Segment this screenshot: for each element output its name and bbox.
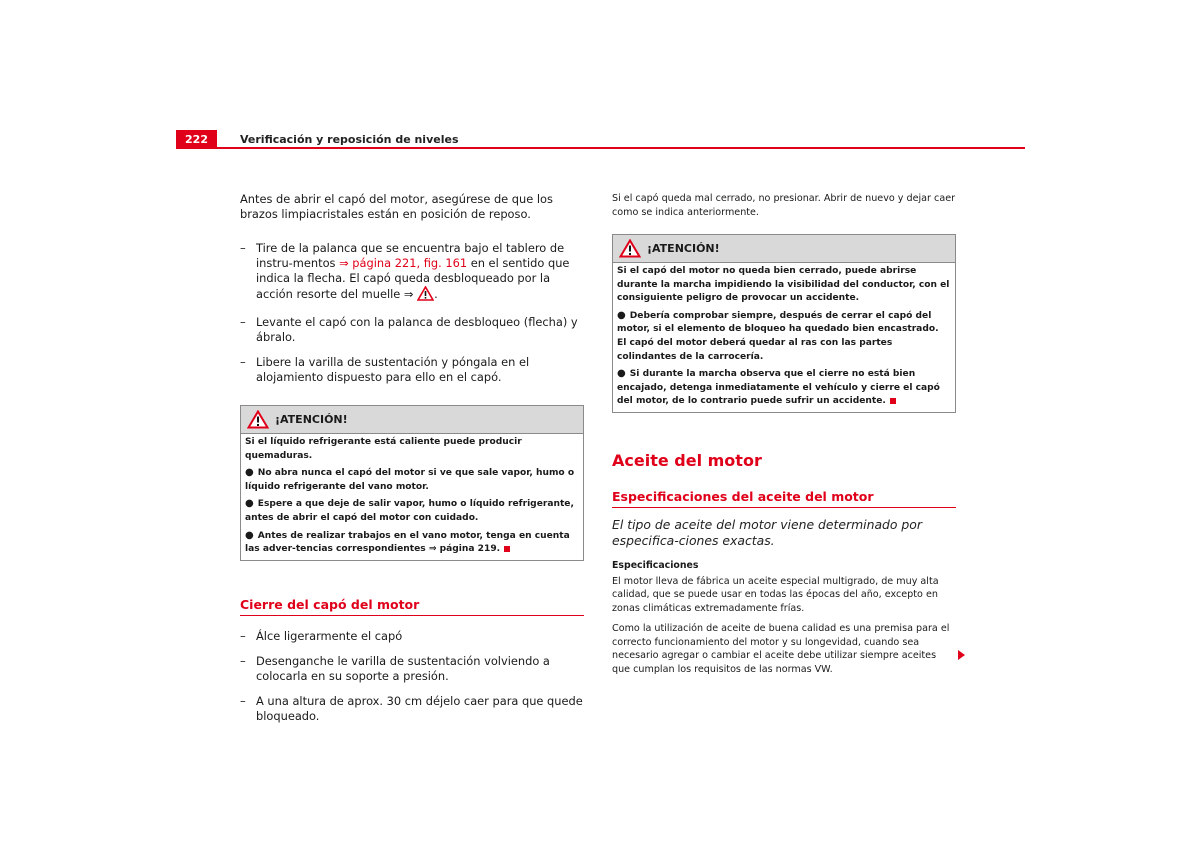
warning-bullet xyxy=(245,497,579,525)
warning-bullet xyxy=(617,309,951,364)
close-step xyxy=(240,694,584,724)
close-step-text: Álce ligerarmente el capó xyxy=(256,628,403,643)
warning-lead: Si el líquido refrigerante está caliente puede producir quemaduras. xyxy=(245,437,522,461)
warning-bullet xyxy=(245,466,579,494)
chapter-heading-engine-oil: Aceite del motor xyxy=(612,450,762,470)
step-dash: – xyxy=(240,355,246,369)
header-rule xyxy=(217,147,1025,149)
end-marker-icon xyxy=(504,546,510,552)
warning-title: ¡ATENCIÓN! xyxy=(275,413,348,426)
step-dash: – xyxy=(240,628,246,643)
step-dash: – xyxy=(240,693,246,708)
right-intro-paragraph: Si el capó queda mal cerrado, no presionar. Abrir de nuevo y dejar caer como se indica anteriormente. xyxy=(612,193,956,218)
warning-box-hood xyxy=(612,234,956,413)
warning-lead: Si el capó del motor no queda bien cerrado, puede abrirse durante la marcha impidiendo la visibilidad del conductor, con el consiguiente peligro de provocar un accidente. xyxy=(617,266,950,304)
specs-paragraph-1: El motor lleva de fábrica un aceite especial multigrado, de muy alta calidad, que se puede usar en todas las épocas del año, excepto en zonas climáticas extremadamente frías. xyxy=(612,575,939,614)
mini-heading-specs: Especificaciones xyxy=(612,559,699,571)
close-step xyxy=(240,629,584,644)
step-dash: – xyxy=(240,653,246,668)
warning-body xyxy=(613,263,955,412)
warning-box-coolant xyxy=(240,405,584,561)
end-marker-icon xyxy=(890,398,896,404)
close-step-text: A una altura de aprox. 30 cm déjelo caer para que quede bloqueado. xyxy=(256,693,583,723)
bullet-dot: ● xyxy=(245,498,254,510)
step1-text-after: en el sentido que indica la flecha. El capó queda desbloqueado por la acción resorte del muelle ⇒ xyxy=(256,256,570,301)
warning-bullet-text: Si durante la marcha observa que el cierre no está bien encajado, detenga inmediatamente el vehículo y cierre el capó del motor, de lo contrario puede sufrir un accidente. xyxy=(617,369,940,407)
bullet-dot: ● xyxy=(617,309,626,321)
step-dash: – xyxy=(240,315,246,329)
warning-header xyxy=(241,406,583,434)
step1-text-end: . xyxy=(434,287,438,301)
warning-header xyxy=(613,235,955,263)
warning-bullet-text: Espere a que deje de salir vapor, humo o líquido refrigerante, antes de abrir el capó del motor con cuidado. xyxy=(245,499,574,523)
step2-text: Levante el capó con la palanca de desbloqueo (flecha) y ábralo. xyxy=(256,315,578,344)
left-intro-paragraph: Antes de abrir el capó del motor, asegúrese de que los brazos limpiacristales están en posición de reposo. xyxy=(240,192,553,221)
close-step-text: Desenganche le varilla de sustentación volviendo a colocarla en su soporte a presión. xyxy=(256,653,550,683)
step-lift-hood xyxy=(240,315,584,345)
section-heading-oil-specs: Especificaciones del aceite del motor xyxy=(612,489,956,508)
running-header-title: Verificación y reposición de niveles xyxy=(240,133,459,146)
specs-paragraph-2: Como la utilización de aceite de buena calidad es una premisa para el correcto funcionamiento del motor y su longevidad, cuando sea necesario agregar o cambiar el aceite debe utilizar siempre aceites que cumplan los requisitos de las normas VW. xyxy=(612,623,950,675)
bullet-dot: ● xyxy=(245,529,254,541)
right-column xyxy=(612,192,956,676)
warning-bullet xyxy=(617,367,951,409)
warning-title: ¡ATENCIÓN! xyxy=(647,242,720,255)
bullet-dot: ● xyxy=(245,467,254,479)
warning-bullet-text: Debería comprobar siempre, después de cerrar el capó del motor, si el elemento de bloqueo ha quedado bien encastrado. El capó del motor deberá quedar al ras con las partes colindantes de la carrocería. xyxy=(617,310,939,362)
step3-text: Libere la varilla de sustentación y póngala en el alojamiento dispuesto para ello en el capó. xyxy=(256,355,530,384)
italic-lead-paragraph: El tipo de aceite del motor viene determinado por especifica-ciones exactas. xyxy=(612,516,922,548)
next-page-arrow-icon[interactable] xyxy=(958,650,965,660)
warning-body xyxy=(241,434,583,560)
step1-text-before: Tire de la palanca que se encuentra bajo el tablero de instru-mentos xyxy=(256,241,565,270)
step-pull-lever xyxy=(240,241,584,305)
left-column xyxy=(240,192,584,724)
section-heading-close-hood: Cierre del capó del motor xyxy=(240,597,584,616)
page-number: 222 xyxy=(176,130,217,149)
step-dash: – xyxy=(240,241,246,255)
step-release-rod xyxy=(240,355,584,385)
warning-triangle-icon xyxy=(247,410,269,429)
warning-bullet-text: No abra nunca el capó del motor si ve que sale vapor, humo o líquido refrigerante del vano motor. xyxy=(245,468,575,492)
close-step xyxy=(240,654,584,684)
page-ref-arrow[interactable]: ⇒ xyxy=(339,256,349,270)
bullet-dot: ● xyxy=(617,368,626,380)
warning-triangle-icon xyxy=(619,239,641,258)
page-ref-link[interactable]: página 221, fig. 161 xyxy=(348,256,468,270)
warning-bullet xyxy=(245,529,579,557)
warning-triangle-icon[interactable] xyxy=(417,286,434,305)
warning-bullet-text: Antes de realizar trabajos en el vano motor, tenga en cuenta las adver-tencias correspondientes ⇒ página 219. xyxy=(245,530,570,555)
